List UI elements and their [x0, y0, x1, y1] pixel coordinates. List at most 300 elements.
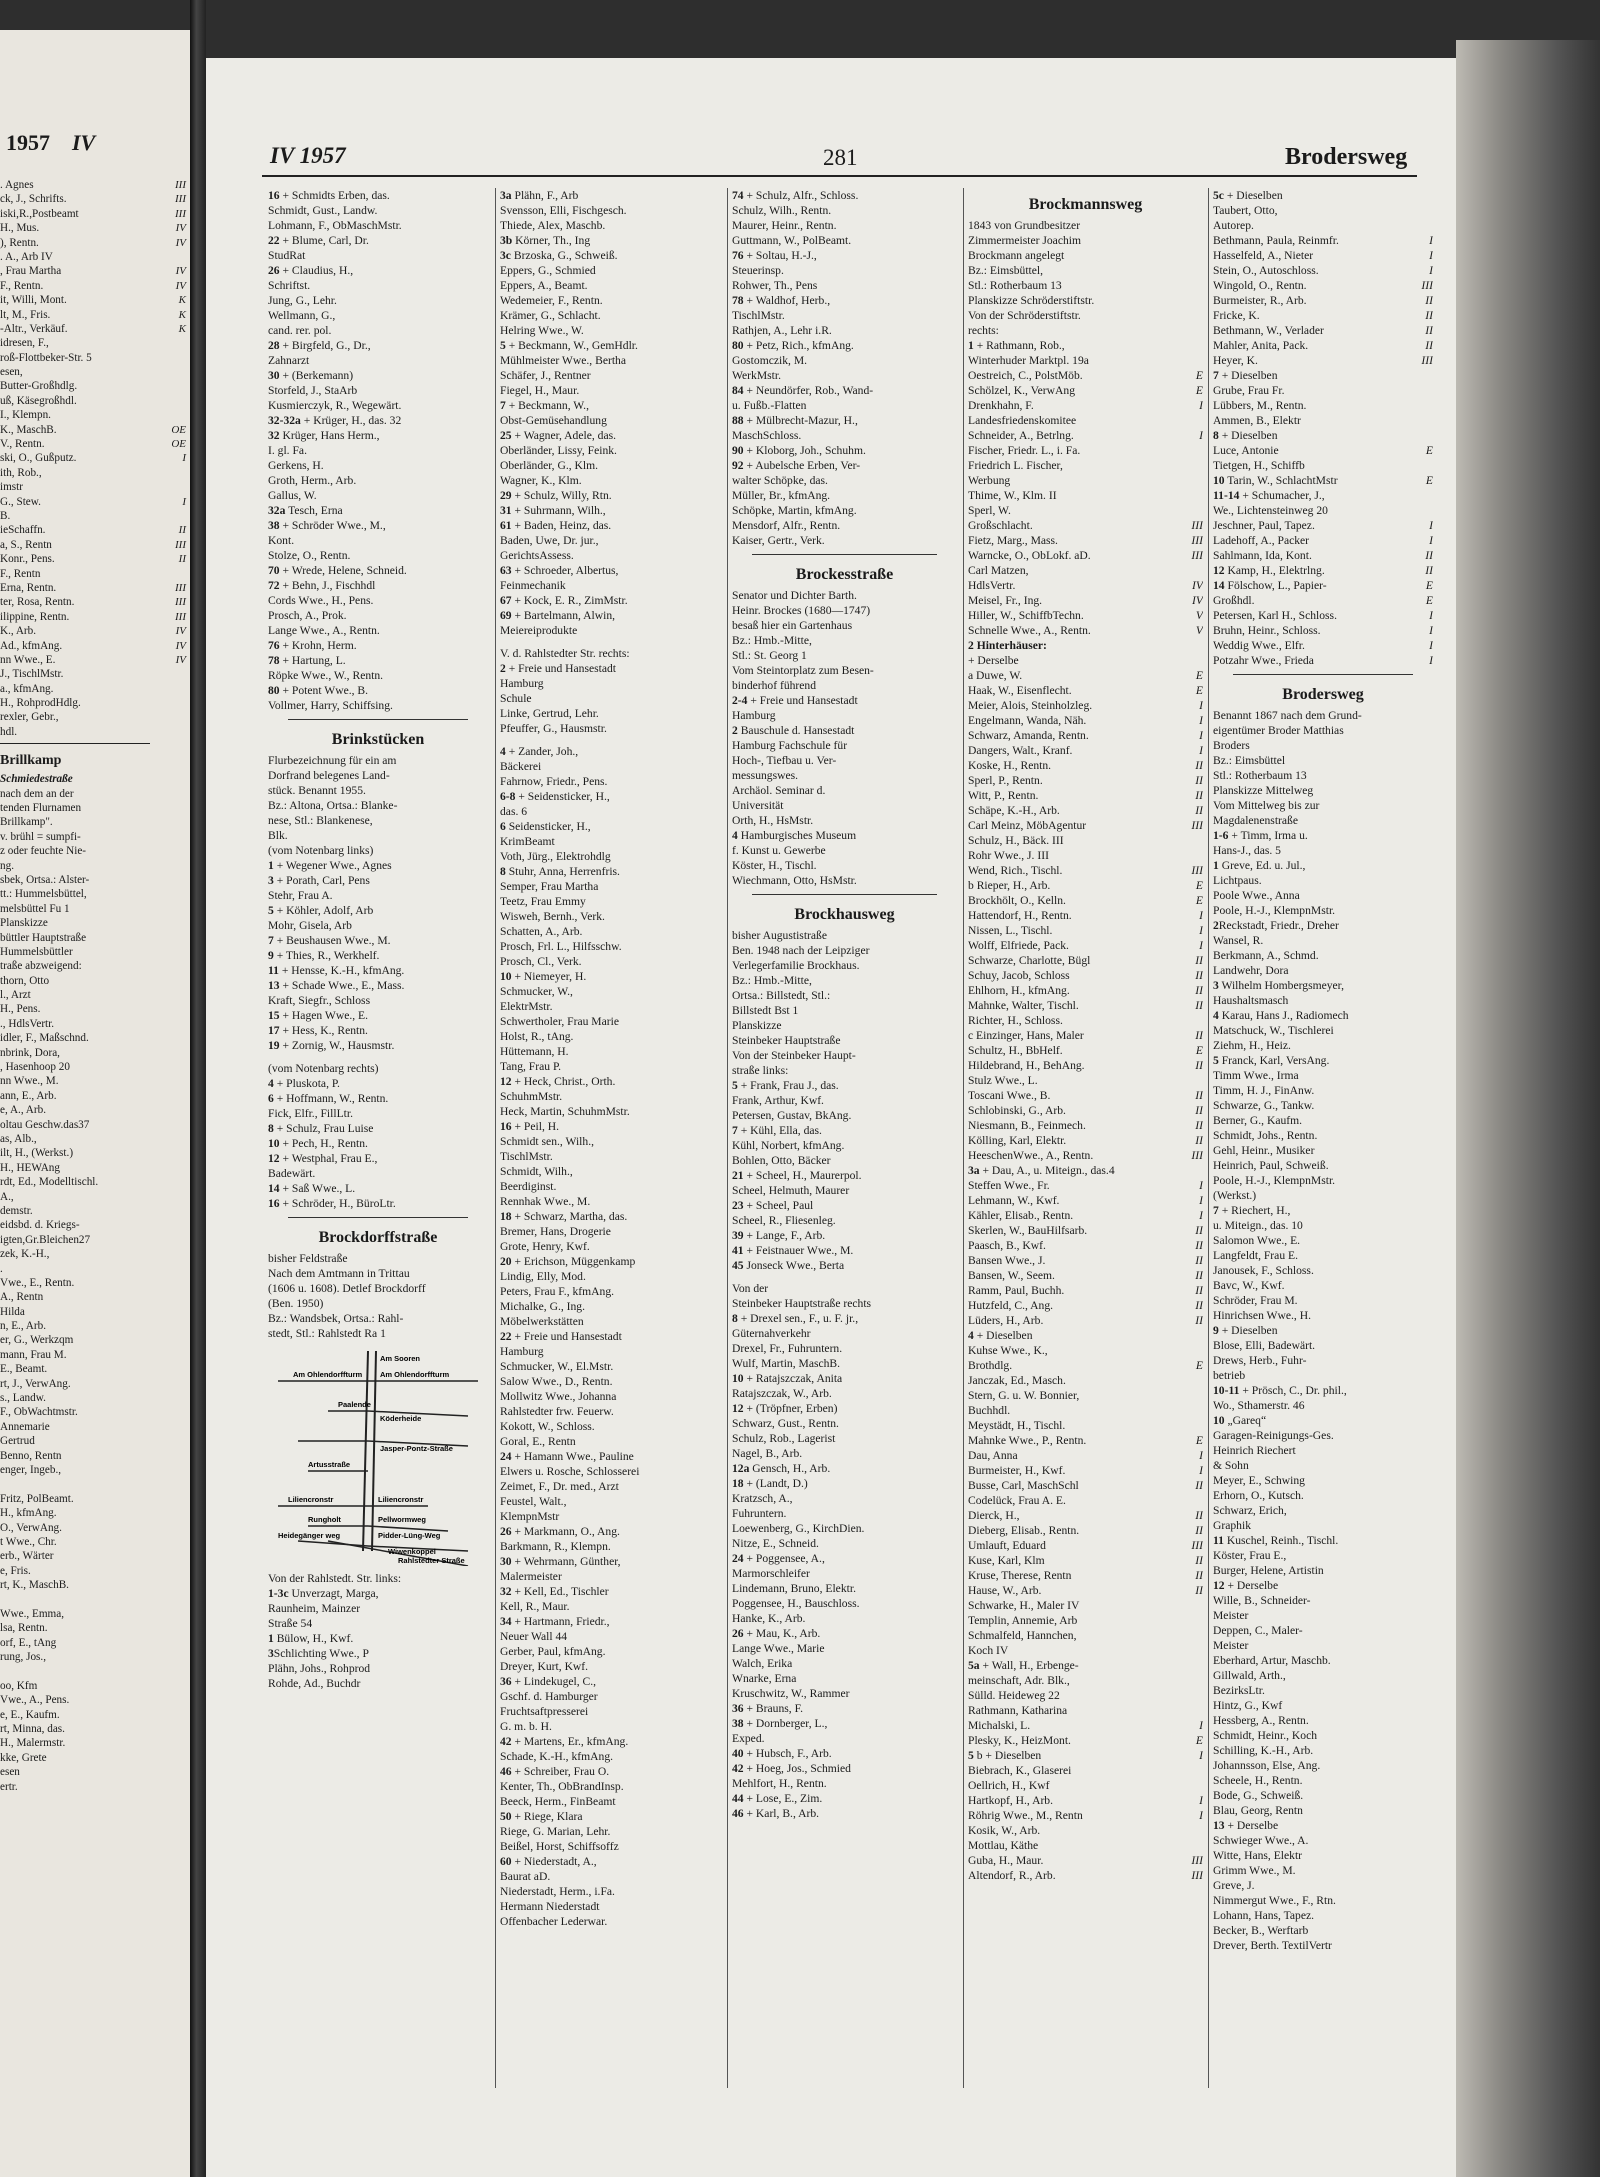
facing-entry: ith, Rob.,: [0, 466, 42, 479]
facing-entry: Gertrud: [0, 1435, 35, 1448]
entry-line: Kusmierczyk, R., Wegewärt.: [268, 399, 402, 412]
entry-line: Stl.: Rotherbaum 13: [968, 279, 1062, 292]
floor-flag: I: [1199, 1719, 1203, 1732]
floor-flag: E: [1195, 1434, 1203, 1447]
floor-flag: I: [182, 495, 186, 508]
entry-line: Janczak, Ed., Masch.: [968, 1374, 1066, 1387]
entry-line: Svensson, Elli, Fischgesch.: [500, 204, 627, 217]
entry-line: Meiereiprodukte: [500, 624, 578, 637]
floor-flag: [150, 682, 186, 696]
entry-line: Buchhdl.: [968, 1404, 1011, 1417]
entry-line: Linke, Gertrud, Lehr.: [500, 707, 599, 720]
entry-line: I. gl. Fa.: [268, 444, 307, 457]
facing-entry: e, E., Kaufm.: [0, 1708, 60, 1721]
entry-line: c Einzinger, Hans, Maler II: [968, 1029, 1203, 1042]
floor-flag: II: [1195, 1029, 1203, 1042]
entry-line: Rohde, Ad., Buchdr: [268, 1677, 361, 1690]
entry-line: Storfeld, J., StaArb: [268, 384, 358, 397]
entry-line: Lehmann, W., Kwf. I: [968, 1194, 1203, 1207]
entry-line: 69 + Bartelmann, Alwin,: [500, 609, 616, 622]
entry-line: Steinbeker Hauptstraße: [732, 1034, 841, 1047]
floor-flag: E: [1195, 669, 1203, 682]
entry-line: Hartkopf, H., Arb. I: [968, 1794, 1203, 1807]
floor-flag: II: [1195, 1254, 1203, 1267]
entry-line: Von der Schröderstiftstr.: [968, 309, 1081, 322]
entry-line: 10 + Pech, H., Rentn.: [268, 1137, 368, 1150]
entry-line: Schwieger Wwe., A.: [1213, 1834, 1309, 1847]
entry-line: Burmeister, R., Arb. II: [1213, 294, 1433, 307]
facing-entry: n, E., Arb.: [0, 1320, 46, 1333]
entry-line: Hamburg: [732, 709, 776, 722]
facing-entry: lsa, Rentn.: [0, 1622, 48, 1635]
entry-line: 7 + Kühl, Ella, das.: [732, 1124, 822, 1137]
facing-entry: oltau Geschw.das37: [0, 1118, 90, 1131]
entry-line: Bansen, W., Seem. II: [968, 1269, 1203, 1282]
entry-line: Blau, Georg, Rentn: [1213, 1804, 1303, 1817]
entry-line: TischlMstr.: [732, 309, 785, 322]
entry-line: Deppen, C., Maler-: [1213, 1624, 1303, 1637]
entry-line: 12a Gensch, H., Arb.: [732, 1462, 831, 1475]
entry-line: Heyer, K. III: [1213, 354, 1433, 367]
facing-entry: nn Wwe., E.: [0, 653, 56, 666]
entry-line: meinschaft, Adr. Blk.,: [968, 1674, 1070, 1687]
entry-line: Badewärt.: [268, 1167, 316, 1180]
entry-line: Ziehm, H., Heiz.: [1213, 1039, 1291, 1052]
entry-line: Möbelwerkstätten: [500, 1315, 584, 1328]
entry-line: Richter, H., Schloss.: [968, 1014, 1063, 1027]
entry-line: Oellrich, H., Kwf: [968, 1779, 1050, 1792]
entry-line: 19 + Zornig, W., Hausmstr.: [268, 1039, 395, 1052]
column-3: [732, 188, 957, 1821]
entry-line: Elwers u. Rosche, Schlosserei: [500, 1465, 640, 1478]
entry-line: Lindemann, Bruno, Elektr.: [732, 1582, 856, 1595]
entry-line: Schmalfeld, Hannchen,: [968, 1629, 1077, 1642]
floor-flag: II: [1425, 324, 1433, 337]
entry-line: Steffen Wwe., Fr. I: [968, 1179, 1203, 1192]
entry-line: G. m. b. H.: [500, 1720, 552, 1733]
entry-line: 42 + Martens, Er., kfmAng.: [500, 1735, 629, 1748]
entry-line: 3 + Porath, Carl, Pens: [268, 874, 370, 887]
floor-flag: III: [1191, 519, 1203, 532]
floor-flag: III: [1421, 279, 1433, 292]
entry-line: Bode, G., Schweiß.: [1213, 1789, 1304, 1802]
entry-line: Biebrach, K., Glaserei: [968, 1764, 1072, 1777]
entry-line: Meister: [1213, 1639, 1249, 1652]
entry-line: Lindig, Elly, Mod.: [500, 1270, 586, 1283]
entry-line: Scheel, R., Fliesenleg.: [732, 1214, 836, 1227]
entry-line: Wisweh, Bernh., Verk.: [500, 910, 605, 923]
entry-line: Broders: [1213, 739, 1250, 752]
entry-line: Luce, Antonie E: [1213, 444, 1433, 457]
entry-line: Petersen, Karl H., Schloss. I: [1213, 609, 1433, 622]
entry-line: 88 + Mülbrecht-Mazur, H.,: [732, 414, 858, 427]
entry-line: 10 Tarin, W., SchlachtMstr E: [1213, 474, 1433, 487]
entry-line: Schmidt, Wilh.,: [500, 1165, 573, 1178]
floor-flag: IV: [175, 265, 186, 278]
street-subheading: Schmiedestraße: [0, 773, 73, 786]
entry-line: 31 + Suhrmann, Wilh.,: [500, 504, 606, 517]
floor-flag: III: [1191, 1854, 1203, 1867]
entry-line: 29 + Schulz, Willy, Rtn.: [500, 489, 612, 502]
floor-flag: OE: [171, 423, 186, 436]
entry-line: Poole Wwe., Anna: [1213, 889, 1300, 902]
entry-line: Heinr. Brockes (1680—1747): [732, 604, 871, 617]
map-street-label: Artusstraße: [308, 1460, 351, 1469]
entry-line: 3Schlichting Wwe., P: [268, 1647, 369, 1660]
facing-entry: F., Rentn: [0, 567, 41, 580]
floor-flag: I: [1429, 639, 1433, 652]
floor-flag: I: [1429, 264, 1433, 277]
entry-line: Timm, H. J., FinAnw.: [1213, 1084, 1315, 1097]
facing-entry: idler, F., Maßschnd.: [0, 1032, 89, 1045]
entry-line: 39 + Lange, F., Arb.: [732, 1229, 826, 1242]
entry-line: Cords Wwe., H., Pens.: [268, 594, 374, 607]
facing-page-year: 1957: [6, 130, 50, 155]
entry-line: Dorfrand belegenes Land-: [268, 769, 390, 782]
entry-line: 4 Karau, Hans J., Radiomech: [1213, 1009, 1349, 1022]
entry-line: das. 6: [500, 805, 528, 818]
floor-flag: OE: [171, 438, 186, 451]
street-heading: Brillkamp: [0, 753, 62, 769]
entry-line: Graphik: [1213, 1519, 1251, 1532]
entry-line: Thime, W., Klm. II: [968, 489, 1057, 502]
entry-line: Ortsa.: Billstedt, Stl.:: [732, 989, 831, 1002]
entry-line: 12 + Derselbe: [1213, 1579, 1279, 1592]
floor-flag: [150, 480, 186, 494]
entry-line: Ammen, B., Elektr: [1213, 414, 1301, 427]
floor-flag: IV: [175, 639, 186, 652]
entry-line: 40 + Hubsch, F., Arb.: [732, 1747, 832, 1760]
entry-line: SchuhmMstr.: [500, 1090, 563, 1103]
entry-line: ElektrMstr.: [500, 1000, 553, 1013]
entry-line: 36 + Lindekugel, C.,: [500, 1675, 597, 1688]
entry-line: 38 + Dornberger, L.,: [732, 1717, 828, 1730]
entry-line: 8 + Drexel sen., F., u. F. jr.,: [732, 1312, 859, 1325]
floor-flag: II: [1195, 759, 1203, 772]
entry-line: Brothdlg. E: [968, 1359, 1203, 1372]
entry-line: betrieb: [1213, 1369, 1246, 1382]
entry-line: 5 Franck, Karl, VersAng.: [1213, 1054, 1330, 1067]
entry-line: 32-32a + Krüger, H., das. 32: [268, 414, 402, 427]
entry-line: Schultz, H., BbHelf. E: [968, 1044, 1203, 1057]
entry-line: Johannsson, Else, Ang.: [1213, 1759, 1321, 1772]
entry-line: Schilling, K.-H., Arb.: [1213, 1744, 1314, 1757]
entry-line: Jeschner, Paul, Tapez. I: [1213, 519, 1433, 532]
entry-line: Drenkhahn, F. I: [968, 399, 1203, 412]
entry-line: Poole, H.-J., KlempnMstr.: [1213, 904, 1336, 917]
entry-line: Hinrichsen Wwe., H.: [1213, 1309, 1311, 1322]
facing-entry: rt, K., MaschB.: [0, 1579, 69, 1592]
entry-line: 30 + (Berkemann): [268, 369, 354, 382]
entry-line: Hiller, W., SchiffbTechn. V: [968, 609, 1203, 622]
facing-entry: zek, K.-H.,: [0, 1248, 50, 1261]
facing-entry: ng.: [0, 859, 14, 872]
entry-line: 12 + (Tröpfner, Erben): [732, 1402, 838, 1415]
entry-line: Gehl, Heinr., Musiker: [1213, 1144, 1315, 1157]
entry-line: Haushaltsmasch: [1213, 994, 1289, 1007]
facing-entry: E., Beamt.: [0, 1363, 48, 1376]
floor-flag: II: [1195, 1479, 1203, 1492]
facing-entry: e, Fris.: [0, 1564, 31, 1577]
floor-flag: III: [1191, 534, 1203, 547]
entry-line: Wulf, Martin, MaschB.: [732, 1357, 841, 1370]
entry-line: 25 + Wagner, Adele, das.: [500, 429, 617, 442]
facing-entry: sbek, Ortsa.: Alster-: [0, 873, 90, 886]
facing-entry: , Frau Martha: [0, 265, 62, 278]
entry-line: Heinrich Riechert: [1213, 1444, 1296, 1457]
entry-line: a Duwe, W. E: [968, 669, 1203, 682]
entry-line: Prosch, A., Prok.: [268, 609, 347, 622]
entry-line: Blose, Elli, Badewärt.: [1213, 1339, 1316, 1352]
facing-entry: B.: [0, 509, 11, 522]
floor-flag: I: [1199, 699, 1203, 712]
floor-flag: III: [1191, 549, 1203, 562]
street-heading: Brinkstücken: [331, 731, 425, 748]
entry-line: Schmidt, Johs., Rentn.: [1213, 1129, 1318, 1142]
entry-line: Meisel, Fr., Ing. IV: [968, 594, 1203, 607]
entry-line: Von der: [732, 1282, 769, 1295]
entry-line: Schäfer, J., Rentner: [500, 369, 591, 382]
facing-entry: H., RohprodHdlg.: [0, 697, 81, 710]
facing-entry: a, S., Rentn: [0, 538, 52, 551]
entry-line: Schulz, Wilh., Rentn.: [732, 204, 832, 217]
facing-entry: hdl.: [0, 725, 18, 738]
entry-line: 8 Stuhr, Anna, Herrenfris.: [500, 865, 620, 878]
entry-line: Nimmergut Wwe., F., Rtn.: [1213, 1894, 1336, 1907]
entry-line: 14 Fölschow, L., Papier- E: [1213, 579, 1433, 592]
entry-line: 10 „Gareq“: [1213, 1414, 1267, 1427]
entry-line: Fricke, K. II: [1213, 309, 1433, 322]
entry-line: Altendorf, R., Arb. III: [968, 1869, 1203, 1882]
entry-line: Ehlhorn, H., kfmAng. II: [968, 984, 1203, 997]
floor-flag: I: [1199, 1464, 1203, 1477]
entry-line: Prosch, Cl., Verk.: [500, 955, 582, 968]
entry-line: Grimm Wwe., M.: [1213, 1864, 1296, 1877]
entry-line: Sperl, W.: [968, 504, 1011, 517]
entry-line: Rathmann, Katharina: [968, 1704, 1068, 1717]
floor-flag: IV: [175, 625, 186, 638]
entry-line: 7 + Beckmann, W.,: [500, 399, 589, 412]
entry-line: We., Lichtensteinweg 20: [1213, 504, 1328, 517]
entry-line: Niederstadt, Herm., i.Fa.: [500, 1885, 615, 1898]
floor-flag: [150, 408, 186, 422]
entry-line: Heinrich, Paul, Schweiß.: [1213, 1159, 1329, 1172]
floor-flag: II: [1195, 984, 1203, 997]
entry-line: Dierck, H., II: [968, 1509, 1203, 1522]
entry-line: Lange Wwe., Marie: [732, 1642, 825, 1655]
entry-line: 61 + Baden, Heinz, das.: [500, 519, 612, 532]
facing-entry: rdt, Ed., Modelltischl.: [0, 1176, 99, 1189]
entry-line: Koch IV: [968, 1644, 1009, 1657]
entry-line: 6-8 + Seidensticker, H.,: [500, 790, 610, 803]
floor-flag: III: [175, 193, 186, 206]
street-heading: Brockdorffstraße: [318, 1229, 438, 1246]
floor-flag: E: [1195, 684, 1203, 697]
entry-line: Autorep.: [1213, 219, 1254, 232]
entry-line: Güternahverkehr: [732, 1327, 811, 1340]
entry-line: StudRat: [268, 249, 306, 262]
entry-line: Grube, Frau Fr.: [1213, 384, 1285, 397]
floor-flag: II: [1195, 1104, 1203, 1117]
entry-line: Landesfriedenskomitee: [968, 414, 1077, 427]
floor-flag: [150, 336, 186, 350]
entry-line: Landwehr, Dora: [1213, 964, 1289, 977]
entry-line: KrimBeamt: [500, 835, 555, 848]
floor-flag: I: [1199, 1179, 1203, 1192]
entry-line: Loewenberg, G., KirchDien.: [732, 1522, 865, 1535]
floor-flag: E: [1195, 894, 1203, 907]
facing-entry: H., Pens.: [0, 1003, 41, 1016]
entry-line: Marmorschleifer: [732, 1567, 810, 1580]
entry-line: 18 + Schwarz, Martha, das.: [500, 1210, 628, 1223]
facing-entry: . A., Arb IV: [0, 250, 53, 263]
entry-line: Offenbacher Lederwar.: [500, 1915, 608, 1928]
facing-entry: a., kfmAng.: [0, 682, 54, 695]
entry-line: 10 + Ratajszczak, Anita: [732, 1372, 843, 1385]
floor-flag: III: [1421, 354, 1433, 367]
entry-line: KlempnMstr: [500, 1510, 560, 1523]
entry-line: 11-14 + Schumacher, J.,: [1213, 489, 1325, 502]
entry-line: 5a + Wall, H., Erbenge-: [968, 1659, 1079, 1672]
entry-line: Fischer, Friedr. L., i. Fa.: [968, 444, 1081, 457]
entry-line: 1 Bülow, H., Kwf.: [268, 1632, 354, 1645]
facing-entry: nbrink, Dora,: [0, 1046, 60, 1059]
entry-line: 7 + Riechert, H.,: [1213, 1204, 1291, 1217]
entry-line: 16 + Schmidts Erben, das.: [268, 189, 390, 202]
floor-flag: II: [1195, 1299, 1203, 1312]
entry-line: Oestreich, C., PolstMöb. E: [968, 369, 1203, 382]
entry-line: Orth, H., HsMstr.: [732, 814, 814, 827]
entry-line: rechts:: [968, 324, 999, 337]
entry-line: Timm Wwe., Irma: [1213, 1069, 1299, 1082]
entry-line: Krämer, G., Schlacht.: [500, 309, 601, 322]
facing-entry: s., Landw.: [0, 1392, 46, 1405]
entry-line: Ratajszczak, W., Arb.: [732, 1387, 832, 1400]
entry-line: Michalski, L. I: [968, 1719, 1203, 1732]
facing-entry: tenden Flurnamen: [0, 802, 82, 815]
entry-line: Beerdiginst.: [500, 1180, 557, 1193]
entry-line: Von der Steinbeker Haupt-: [732, 1049, 856, 1062]
entry-line: 26 + Claudius, H.,: [268, 264, 354, 277]
entry-line: Kuse, Karl, Klm II: [968, 1554, 1203, 1567]
section-rule: [0, 743, 150, 750]
facing-entry: iski,R.,Postbeamt: [0, 207, 79, 220]
entry-line: Wingold, O., Rentn. III: [1213, 279, 1433, 292]
entry-line: Vom Steintorplatz zum Besen-: [732, 664, 874, 677]
entry-line: Ben. 1948 nach der Leipziger: [732, 944, 870, 957]
entry-line: 18 + (Landt, D.): [732, 1477, 808, 1490]
entry-line: Schwarz, Erich,: [1213, 1504, 1287, 1517]
entry-line: 92 + Aubelsche Erben, Ver-: [732, 459, 861, 472]
entry-line: Schmidt sen., Wilh.,: [500, 1135, 595, 1148]
entry-line: BezirksLtr.: [1213, 1684, 1265, 1697]
entry-line: Nitze, E., Schneid.: [732, 1537, 819, 1550]
entry-line: bisher Feldstraße: [268, 1252, 348, 1265]
entry-line: Wend, Rich., Tischl. III: [968, 864, 1203, 877]
entry-line: walter Schöpke, das.: [732, 474, 828, 487]
entry-line: Hasselfeld, A., Nieter I: [1213, 249, 1433, 262]
entry-line: 12 Kamp, H., Elektrlng. II: [1213, 564, 1433, 577]
entry-line: 2Reckstadt, Friedr., Dreher: [1213, 919, 1339, 932]
street-heading: Brodersweg: [1282, 686, 1364, 703]
facing-entry: büttler Hauptstraße: [0, 931, 87, 944]
entry-line: Hüttemann, H.: [500, 1045, 569, 1058]
entry-line: Schatten, A., Arb.: [500, 925, 583, 938]
floor-flag: I: [1199, 744, 1203, 757]
floor-flag: E: [1425, 444, 1433, 457]
facing-entry: esen: [0, 1766, 20, 1779]
entry-line: Paasch, B., Kwf. II: [968, 1239, 1203, 1252]
facing-entry: l., Arzt: [0, 989, 31, 1002]
entry-line: Salomon Wwe., E.: [1213, 1234, 1301, 1247]
entry-line: Brockhölt, O., Kelln. E: [968, 894, 1203, 907]
entry-line: Hutzfeld, C., Ang. II: [968, 1299, 1203, 1312]
facing-entry: er, G., Werkzqm: [0, 1334, 74, 1347]
entry-line: Müller, Br., kfmAng.: [732, 489, 831, 502]
facing-entry: rung, Jos.,: [0, 1651, 46, 1664]
floor-flag: II: [1195, 1524, 1203, 1537]
entry-line: Groth, Herm., Arb.: [268, 474, 357, 487]
facing-entry: F., Rentn.: [0, 279, 44, 292]
page-number: 281: [823, 145, 858, 170]
map-street-label: Rungholt: [308, 1515, 341, 1524]
entry-line: Michalke, G., Ing.: [500, 1300, 586, 1313]
entry-line: Meier, Alois, Steinholzleg. I: [968, 699, 1203, 712]
entry-line: Planskizze Mittelweg: [1213, 784, 1314, 797]
street-heading: Brockesstraße: [795, 566, 894, 583]
facing-entry: kke, Grete: [0, 1751, 47, 1764]
facing-entry: idresen, F.,: [0, 337, 49, 350]
entry-line: Warncke, O., ObLokf. aD. III: [968, 549, 1203, 562]
facing-entry: I., Klempn.: [0, 409, 51, 422]
floor-flag: III: [175, 179, 186, 191]
entry-line: Wiechmann, Otto, HsMstr.: [732, 874, 857, 887]
entry-line: Hamburg Fachschule für: [732, 739, 848, 752]
entry-line: 32a Tesch, Erna: [268, 504, 343, 517]
column-divider: [1208, 188, 1209, 2088]
entry-line: Stl.: Rotherbaum 13: [1213, 769, 1307, 782]
entry-line: Von der Rahlstedt. Str. links:: [268, 1572, 402, 1585]
entry-line: Codelück, Frau A. E.: [968, 1494, 1066, 1507]
entry-line: u. Miteign., das. 10: [1213, 1219, 1303, 1232]
entry-line: Wagner, K., Klm.: [500, 474, 582, 487]
floor-flag: III: [1191, 1149, 1203, 1162]
entry-line: Billstedt Bst 1: [732, 1004, 799, 1017]
entry-line: 12 + Westphal, Frau E.,: [268, 1152, 378, 1165]
entry-line: Universität: [732, 799, 784, 812]
entry-line: Templin, Annemie, Arb: [968, 1614, 1078, 1627]
entry-line: 15 + Hagen Wwe., E.: [268, 1009, 369, 1022]
facing-entry: Fritz, PolBeamt.: [0, 1492, 74, 1505]
entry-line: 2 Bauschule d. Hansestadt: [732, 724, 855, 737]
entry-line: Drever, Berth. TextilVertr: [1213, 1939, 1332, 1952]
entry-line: Drexel, Fr., Fuhruntern.: [732, 1342, 843, 1355]
entry-line: Stehr, Frau A.: [268, 889, 333, 902]
floor-flag: E: [1195, 1359, 1203, 1372]
entry-line: 16 + Schröder, H., BüroLtr.: [268, 1197, 396, 1210]
entry-line: bisher Augustistraße: [732, 929, 827, 942]
floor-flag: II: [1195, 1269, 1203, 1282]
entry-line: Straße 54: [268, 1617, 313, 1630]
entry-line: Lübbers, M., Rentn.: [1213, 399, 1307, 412]
entry-line: Niesmann, B., Feinmech. II: [968, 1119, 1203, 1132]
facing-entry: ilt, H., (Werkst.): [0, 1147, 74, 1160]
facing-entry: F., ObWachtmstr.: [0, 1406, 78, 1419]
entry-line: Rohwer, Th., Pens: [732, 279, 818, 292]
section-rule: [752, 894, 937, 896]
facing-entry: melsbüttel Fu 1: [0, 902, 70, 915]
entry-line: Köster, Frau E.,: [1213, 1549, 1287, 1562]
